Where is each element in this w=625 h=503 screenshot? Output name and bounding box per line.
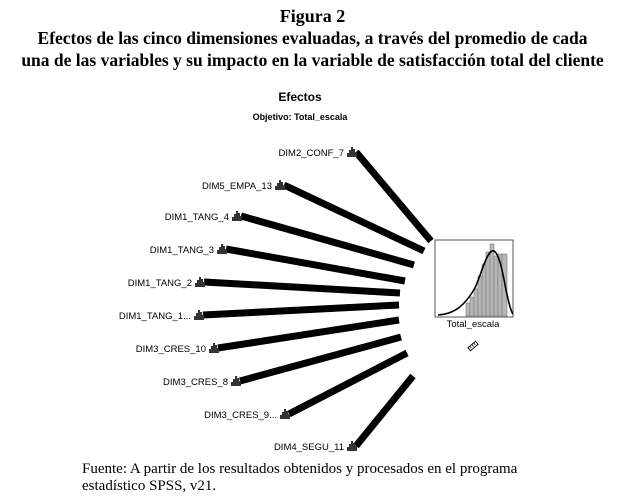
- source-line-2: estadístico SPSS, v21.: [82, 478, 217, 494]
- predictor-node-dim3-cres-8: [163, 376, 241, 388]
- predictor-label: DIM1_TANG_3: [149, 245, 214, 256]
- predictor-node-dim3-cres-10: [136, 343, 219, 355]
- bar-chart-icon: [195, 277, 205, 287]
- effect-edge-dim4-segu-11: [356, 376, 413, 446]
- bar-chart-icon: [209, 343, 219, 353]
- bar-chart-icon: [194, 310, 204, 320]
- diagram-title: Efectos: [278, 90, 322, 104]
- predictor-node-dim3-cres-9: [204, 409, 290, 421]
- predictor-label: DIM4_SEGU_11: [273, 442, 344, 453]
- predictor-node-dim1-tang-3: [150, 244, 227, 256]
- bar-chart-icon: [217, 244, 227, 254]
- predictor-label: DIM3_CRES_10: [135, 344, 206, 355]
- predictor-label: DIM5_EMPA_13: [201, 181, 272, 192]
- predictor-label: DIM1_TANG_1...: [118, 311, 191, 322]
- predictor-label: DIM1_TANG_4: [164, 212, 229, 223]
- bar-chart-icon: [231, 376, 241, 386]
- predictor-label: DIM3_CRES_8: [163, 377, 228, 388]
- target-label: Total_escala: [446, 319, 500, 330]
- ruler-icon: [468, 341, 478, 350]
- bar-chart-icon: [275, 180, 285, 190]
- predictor-node-dim5-empa-13: [202, 180, 285, 192]
- effect-edge-dim1-tang-2: [204, 282, 400, 293]
- effect-edge-dim5-empa-13: [284, 185, 424, 251]
- bar-chart-icon: [347, 147, 357, 157]
- effect-edge-dim1-tang-1: [203, 305, 399, 315]
- predictor-node-dim1-tang-2: [128, 277, 205, 289]
- diagram-subtitle: Objetivo: Total_escala: [252, 112, 348, 122]
- predictor-node-dim2-conf-7: [279, 147, 357, 159]
- effect-edges: [203, 152, 431, 446]
- predictor-node-dim1-tang-4: [165, 211, 242, 223]
- predictor-label: DIM1_TANG_2: [127, 278, 192, 289]
- bar-chart-icon: [232, 211, 242, 221]
- predictor-label: DIM3_CRES_9...: [204, 410, 277, 421]
- figure-label: Figura 2: [279, 6, 346, 26]
- predictor-label: DIM2_CONF_7: [278, 148, 344, 159]
- figure-caption-line-2: una de las variables y su impacto en la variable de satisfacción total del cliente: [21, 50, 604, 70]
- predictor-node-dim1-tang-1: [119, 310, 204, 322]
- figure-source: [82, 461, 622, 495]
- predictor-nodes: [119, 147, 357, 453]
- predictor-node-dim4-segu-11: [274, 441, 357, 453]
- figure-caption-line-1: Efectos de las cinco dimensiones evaluadas, a través del promedio de cada: [37, 28, 588, 48]
- target-node: [435, 240, 513, 351]
- source-line-1: Fuente: A partir de los resultados obtenidos y procesados en el programa: [82, 461, 518, 477]
